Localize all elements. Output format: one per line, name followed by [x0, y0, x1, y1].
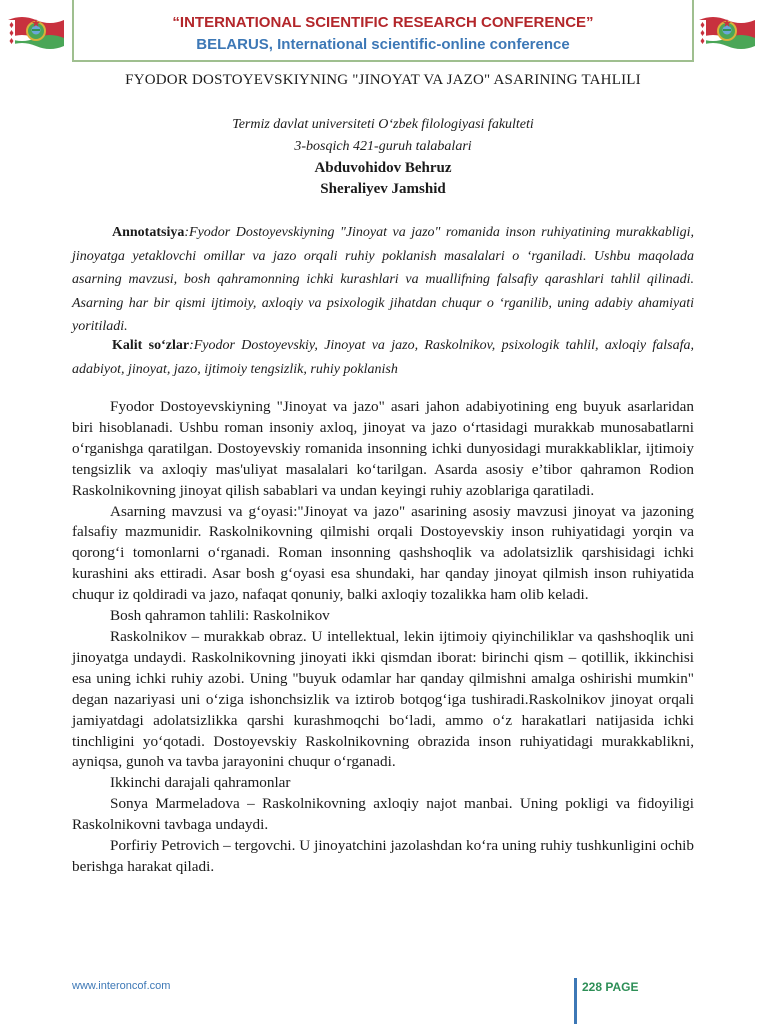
abstract-text: :Fyodor Dostoyevskiyning "Jinoyat va jazo" romanida inson ruhiyatining murakkabligi, jinoyatga yetaklovchi omillar va jazo orqali ruhiy poklanish masalalari o ‘rganiladi. Ushbu maqolada asarning mavzusi, bosh qahramonning ichki kurashlari va muallifning falsafiy qarashlari tahlil qilinadi. Asarning har bir qismi ijtimoiy, axloqiy va psixologik jihatdan chuqur o ‘rganilib, uning adabiy ahamiyati yoritiladi. [72, 225, 694, 335]
body-paragraph: Porfiriy Petrovich – tergovchi. U jinoyatchini jazolashdan ko‘ra uning ruhiy tushkunligini ochib berishga harakat qiladi. [72, 837, 694, 875]
page-number: 228 PAGE [582, 980, 639, 994]
abstract [72, 221, 694, 339]
article-body [72, 397, 694, 878]
section-heading: Ikkinchi darajali qahramonlar [110, 774, 291, 792]
footer-website-link[interactable]: www.interoncof.com [72, 980, 171, 992]
keywords-label: Kalit so‘zlar [112, 338, 190, 353]
header-banner [72, 0, 694, 62]
body-paragraph: Asarning mavzusi va g‘oyasi:"Jinoyat va jazo" asarining asosiy mavzusi jinoyat va jazoning falsafiy mazmunidir. Raskolnikovning qilmishi orqali Dostoyevskiy inson ruhiyatidagi yorqin va qorong‘i tomonlarni o‘rganadi. Roman insonning qashshoqlik va adolatsizlik qarshisidagi ichki kurashini aks ettiradi. Asar bosh g‘oyasi esa shundaki, har qanday jinoyat qilmish inson ruhiyatida chuqur iz qoldiradi va jazo, nafaqat qonuniy, balki axloqiy tozalikka ham olib keladi. [72, 502, 694, 604]
belarus-flag-emblem-icon [6, 14, 68, 50]
author-name: Abduvohidov Behruz [314, 160, 452, 176]
footer-divider [574, 978, 577, 1024]
conference-header [0, 0, 768, 62]
affiliation-line-2: 3-bosqich 421-guruh talabalari [294, 139, 472, 154]
keywords-text: :Fyodor Dostoyevskiy, Jinoyat va jazo, Raskolnikov, psixologik tahlil, axloqiy falsafa, adabiyot, jinoyat, jazo, ijtimoiy tengsizlik, ruhiy poklanish [72, 338, 695, 377]
abstract-label: Annotatsiya [112, 225, 185, 240]
affiliation-line-1: Termiz davlat universiteti O‘zbek filologiyasi fakulteti [232, 117, 534, 132]
article-title: FYODOR DOSTOYEVSKIYNING "JINOYAT VA JAZO" ASARINING TAHLILI [125, 72, 641, 88]
body-paragraph: Raskolnikov – murakkab obraz. U intellektual, lekin ijtimoiy qiyinchiliklar va qashshoqlik uni jinoyatga undaydi. Raskolnikovning jinoyati ikki qismdan iborat: birinchi qism – qotillik, ikkinchisi esa uning ichki ruhiy azobi. Uning "buyuk odamlar har qanday qilmishni amalga oshirishi mumkin" degan nazariyasi uni o‘ziga ishonchsizlik va iztirob botqog‘iga tushiradi.Raskolnikov jinoyat orqali jamiyatdagi adolatsizlikka qarshi kurashmoqchi bo‘ladi, ammo o‘z harakatlari natijasida ichki tinchligini yo‘qotadi. Dostoyevskiy Raskolnikovning obrazida inson ruhiyatidagi murakkablikni, ayniqsa, gunoh va tavba jarayonini chuqur o‘rganadi. [72, 627, 694, 771]
body-paragraph: Sonya Marmeladova – Raskolnikovning axloqiy najot manbai. Uning pokligi va fidoyiligi Raskolnikovni tavbaga undaydi. [72, 795, 694, 834]
conference-subtitle: BELARUS, International scientific-online conference [196, 36, 570, 53]
author-name: Sheraliyev Jamshid [320, 181, 446, 197]
keywords [72, 334, 694, 381]
conference-title: “INTERNATIONAL SCIENTIFIC RESEARCH CONFERENCE” [172, 14, 594, 31]
belarus-flag-emblem-icon [697, 14, 759, 50]
section-heading: Bosh qahramon tahlili: Raskolnikov [110, 607, 330, 625]
body-paragraph: Fyodor Dostoyevskiyning "Jinoyat va jazo" asari jahon adabiyotining eng buyuk asarlaridan biri hisoblanadi. Ushbu roman insoniy axloq, jinoyat va jazo o‘rtasidagi murakkab munosabatlarni o‘rganishga qaratilgan. Dostoyevskiy romanida insonning ichki dunyosidagi murakkabliklar, ijtimoiy tengsizlik va axloqiy mas'uliyat masalalari ko‘tarilgan. Asarda asosiy e’tibor qahramon Rodion Raskolnikovning jinoyat qilish sabablari va undan keyingi ruhiy azoblariga qaratiladi. [72, 398, 694, 499]
